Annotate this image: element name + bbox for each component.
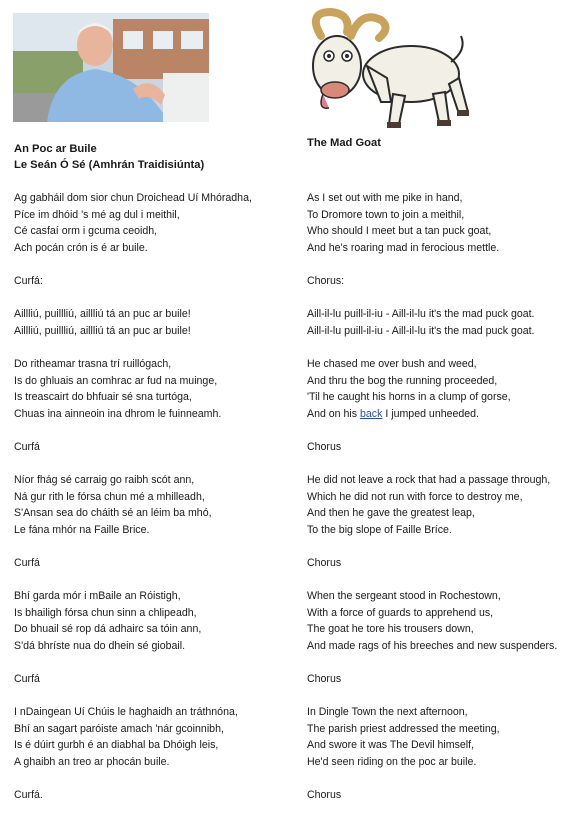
verse-line: Níor fhág sé carraig go raibh scót ann, bbox=[14, 474, 195, 486]
verse-line: I nDaingean Uí Chúis le haghaidh an tráthnóna, bbox=[14, 706, 238, 718]
verse-line: Do ritheamar trasna trí ruillógach, bbox=[14, 358, 172, 370]
verse-line: Do bhuail sé rop dá adhairc sa tóin ann, bbox=[14, 623, 202, 636]
english-refrain-5: Chorus bbox=[307, 789, 342, 801]
verse-line: Is é dúirt gurbh é an diabhal ba Dhóigh leis, bbox=[14, 739, 219, 752]
back-link[interactable]: back bbox=[360, 407, 383, 420]
verse-line: Ag gabháil dom sior chun Droichead Uí Mhóradha, bbox=[14, 192, 252, 204]
chorus-line: Aillliú, puillliú, aillliú tá an puc ar buile! bbox=[14, 324, 191, 337]
english-refrain-4: Chorus bbox=[307, 673, 342, 685]
english-song-title: The Mad Goat bbox=[307, 137, 381, 149]
irish-refrain-3: Curfá bbox=[14, 557, 40, 569]
english-chorus-label: Chorus: bbox=[307, 275, 345, 287]
english-verse-5 bbox=[307, 704, 500, 770]
verse-line: As I set out with me pike in hand, bbox=[307, 192, 463, 204]
irish-refrain-5: Curfá. bbox=[14, 789, 43, 801]
verse-line: 'Til he caught his horns in a clump of gorse, bbox=[307, 391, 511, 404]
irish-song-title: An Poc ar Buile bbox=[14, 143, 97, 155]
irish-chorus-label: Curfá: bbox=[14, 275, 43, 287]
english-refrain-2: Chorus bbox=[307, 441, 342, 453]
chorus-line: Aill-il-lu puill-il-iu - Aill-il-lu it's the mad puck goat. bbox=[307, 308, 535, 320]
verse-line: S'dá bhríste nua do dhein sé giobail. bbox=[14, 639, 186, 652]
verse-line: Is treascairt do bhfuair sé sna turtóga, bbox=[14, 391, 192, 404]
irish-verse-3 bbox=[14, 472, 212, 538]
verse-line: Le fána mhór na Faille Brice. bbox=[14, 523, 150, 536]
verse-line: Is do ghluais an comhrac ar fud na muinge, bbox=[14, 374, 218, 387]
verse-line: The goat he tore his trousers down, bbox=[307, 623, 474, 636]
english-verse-3 bbox=[307, 472, 550, 538]
chorus-line: Aill-il-lu puill-il-iu - Aill-il-lu it's the mad puck goat. bbox=[307, 324, 535, 337]
irish-refrain-4: Curfá bbox=[14, 673, 40, 685]
verse-line: Is bhailigh fórsa chun sinn a chlipeadh, bbox=[14, 606, 197, 619]
verse-line: Ná gur rith le fórsa chun mé a mhilleadh, bbox=[14, 490, 205, 503]
irish-song-subtitle: Le Seán Ó Sé (Amhrán Traidisiúnta) bbox=[14, 159, 205, 171]
verse-line: Cé casfaí orm i gcuma ceoidh, bbox=[14, 225, 158, 238]
goat-illustration bbox=[301, 6, 471, 134]
verse-line-start: And on his bbox=[307, 407, 361, 420]
verse-line: And made rags of his breeches and new suspenders. bbox=[307, 639, 558, 652]
verse-line: And then he gave the greatest leap, bbox=[307, 507, 475, 520]
verse-line: A ghaibh an treo ar phocán buile. bbox=[14, 755, 170, 768]
singer-photo bbox=[13, 13, 209, 122]
verse-line: To the big slope of Faille Bríce. bbox=[307, 523, 452, 536]
english-verse-1 bbox=[307, 190, 499, 256]
verse-line: S'Ansan sea do cháith sé an léim ba mhó, bbox=[14, 507, 212, 520]
verse-line: Bhí an sagart paróiste amach 'nár gcoinnibh, bbox=[14, 722, 224, 735]
irish-refrain-2: Curfá bbox=[14, 441, 40, 453]
verse-line: He'd seen riding on the poc ar buile. bbox=[307, 755, 477, 768]
irish-verse-5 bbox=[14, 704, 238, 770]
irish-verse-1 bbox=[14, 190, 252, 256]
verse-line-end: I jumped unheeded. bbox=[382, 407, 480, 420]
verse-line: In Dingle Town the next afternoon, bbox=[307, 706, 468, 718]
verse-line: Chuas ina ainneoin ina dhrom le fuinneamh. bbox=[14, 407, 222, 420]
irish-verse-2 bbox=[14, 356, 221, 422]
english-chorus bbox=[307, 306, 535, 339]
irish-verse-4 bbox=[14, 588, 201, 654]
verse-line: With a force of guards to apprehend us, bbox=[307, 606, 494, 619]
verse-line: To Dromore town to join a meithil, bbox=[307, 208, 465, 221]
verse-line: Píce im dhóid 's mé ag dul i meithil, bbox=[14, 208, 180, 221]
irish-chorus bbox=[14, 306, 191, 339]
verse-line bbox=[307, 406, 511, 423]
verse-line: And thru the bog the running proceeded, bbox=[307, 374, 498, 387]
verse-line: And he's roaring mad in ferocious mettle. bbox=[307, 241, 500, 254]
verse-line: When the sergeant stood in Rochestown, bbox=[307, 590, 501, 602]
verse-line: Bhí garda mór i mBaile an Róistigh, bbox=[14, 590, 181, 602]
verse-line: And swore it was The Devil himself, bbox=[307, 739, 475, 752]
verse-line: Ach pocán crón is é ar buile. bbox=[14, 241, 148, 254]
english-refrain-3: Chorus bbox=[307, 557, 342, 569]
chorus-line: Aillliú, puillliú, aillliú tá an puc ar buile! bbox=[14, 308, 191, 320]
verse-line: He chased me over bush and weed, bbox=[307, 358, 477, 370]
verse-line: Who should I meet but a tan puck goat, bbox=[307, 225, 492, 238]
english-verse-2 bbox=[307, 356, 511, 422]
verse-line: He did not leave a rock that had a passage through, bbox=[307, 474, 551, 486]
english-verse-4 bbox=[307, 588, 557, 654]
verse-line: The parish priest addressed the meeting, bbox=[307, 722, 500, 735]
verse-line: Which he did not run with force to destroy me, bbox=[307, 490, 523, 503]
